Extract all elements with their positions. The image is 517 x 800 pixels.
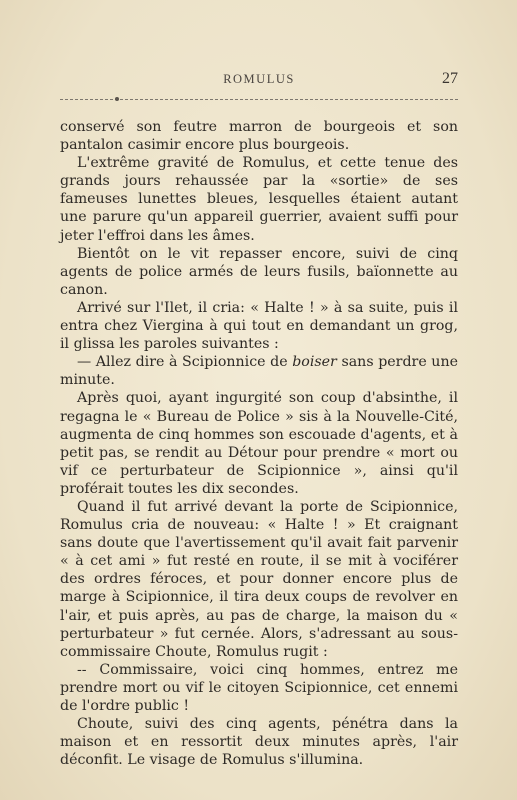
paragraph: conservé son feutre marron de bourgeois et son pantalon casimir encore plus bourgeois. [60, 119, 458, 154]
header-rule-ornament [115, 97, 119, 101]
italic-word: boiser [292, 354, 337, 371]
dialogue-paragraph: -- Commissaire, voici cinq hommes, entrez me prendre mort ou vif le citoyen Scipionnice, cet ennemi de l'ordre public ! [60, 661, 458, 714]
paragraph: L'extrême gravité de Romulus, et cette tenue des grands jours rehaussée par la «sortie» de ses fameuses lunettes bleues, lesquelles étaient autant une parure qu'un appareil guerrier, avaient suffi pour jeter l'effroi dans les âmes. [60, 155, 458, 244]
dialogue-paragraph [60, 353, 458, 389]
paragraph: Bientôt on le vit repasser encore, suivi de cinq agents de police armés de leurs fusils, baïonnette au canon. [60, 245, 458, 298]
paragraph: Arrivé sur l'Ilet, il cria: « Halte ! » à sa suite, puis il entra chez Viergina à qui tout en demandant un grog, il glissa les paroles suivantes : [60, 299, 458, 353]
page-header [60, 72, 458, 92]
paragraph: Quand il fut arrivé devant la porte de Scipionnice, Romulus cria de nouveau: « Halte ! » Et craignant sans doute que l'avertissement qu'il avait fait parvenir « à cet ami » fut resté en route, il se mit à vociférer des ordres féroces, et pour donner encore plus de marge à Scipionnice, il tira deux coups de revolver en l'air, et puis après, au pas de charge, la maison du « perturbateur » fut cernée. Alors, s'adressant au sous-commissaire Choute, Romulus rugit : [60, 498, 458, 660]
dialogue-text: — Allez dire à Scipionnice de [77, 354, 293, 371]
paragraph: Choute, suivi des cinq agents, pénétra dans la maison et en ressortit deux minutes après, l'air déconfit. Le visage de Romulus s'illumina. [60, 716, 458, 769]
page-number: 27 [442, 70, 458, 87]
paragraph: Après quoi, ayant ingurgité son coup d'absinthe, il regagna le « Bureau de Police » sis à la Nouvelle-Cité, augmenta de cinq hommes son escouade d'agents, et à petit pas, se rendit au Détour pour prendre « mort ou vif ce perturbateur de Scipionnice », ainsi qu'il proférait toutes les dix secondes. [60, 390, 458, 497]
dialogue-text: sans perdre une minute. [60, 354, 458, 389]
header-rule [60, 99, 458, 100]
body-text [60, 118, 458, 769]
running-title: ROMULUS [223, 72, 295, 86]
